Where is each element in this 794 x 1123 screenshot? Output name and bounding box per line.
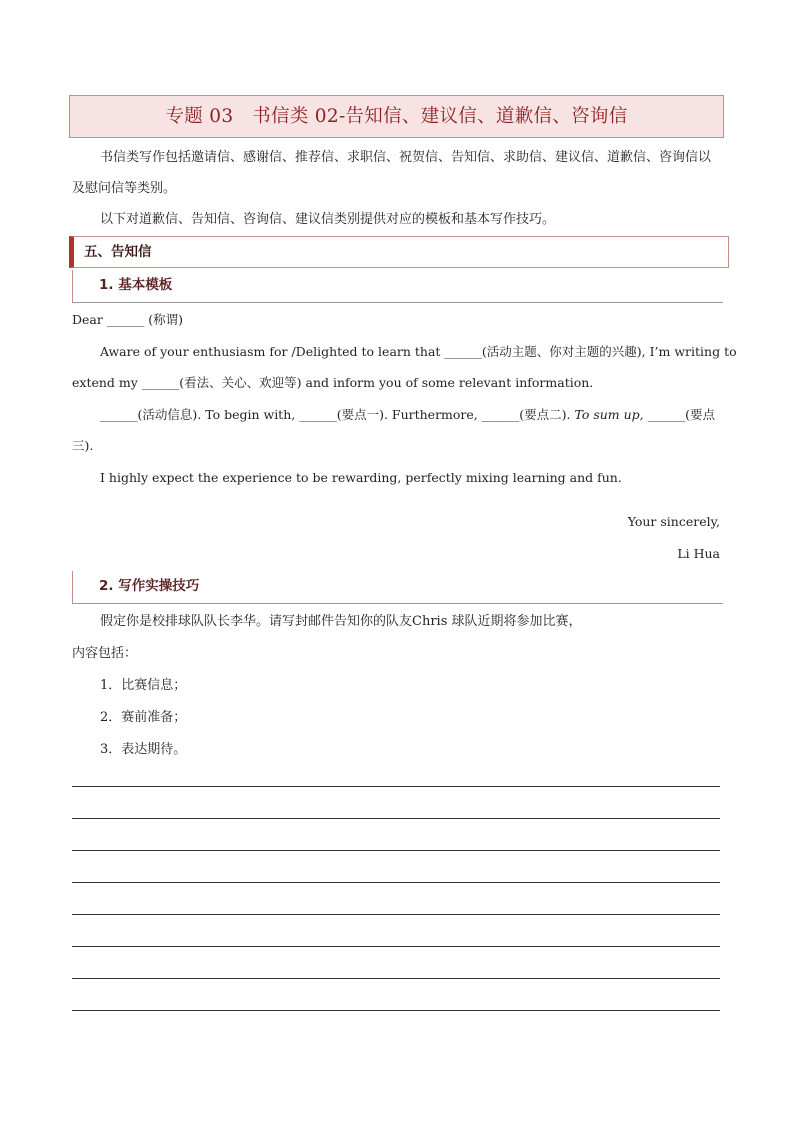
section-heading: 五、告知信	[69, 236, 729, 268]
intro-paragraph-1: 书信类写作包括邀请信、感谢信、推荐信、求职信、祝贺信、告知信、求助信、建议信、道歉信、咨询信以及慰问信等类别。	[72, 150, 712, 196]
template-line-4: 三).	[72, 438, 94, 453]
task-point-2: 2．赛前准备；	[100, 710, 187, 725]
template-line-5: I highly expect the experience to be rewarding, perfectly mixing learning and fun.	[100, 470, 622, 485]
template-line-3-text: ______(活动信息). To begin with, ______(要点一). Furthermore, ______(要点二).	[100, 407, 575, 422]
task-point-3: 3．表达期待。	[100, 742, 187, 757]
answer-line[interactable]	[72, 946, 720, 947]
template-closing: Your sincerely,	[627, 514, 720, 529]
task-point-1: 1．比赛信息；	[100, 678, 187, 693]
subsection-heading-template: 1. 基本模板	[72, 270, 723, 303]
template-line-1: Aware of your enthusiasm for /Delighted to learn that ______(活动主题、你对主题的兴趣), I’m writing to	[100, 344, 737, 359]
task-prompt: 假定你是校排球队队长李华。请写封邮件告知你的队友Chris 球队近期将参加比赛，	[100, 614, 582, 629]
answer-line[interactable]	[72, 818, 720, 819]
page-title: 专题 03 书信类 02-告知信、建议信、道歉信、咨询信	[69, 95, 724, 138]
template-line-3-italic: To sum up,	[574, 407, 644, 422]
answer-line[interactable]	[72, 978, 720, 979]
template-salutation: Dear ______ (称谓)	[72, 312, 184, 327]
intro-paragraph-2: 以下对道歉信、告知信、咨询信、建议信类别提供对应的模板和基本写作技巧。	[100, 212, 556, 227]
template-line-2: extend my ______(看法、关心、欢迎等) and inform you of some relevant information.	[72, 375, 594, 390]
template-signature: Li Hua	[677, 546, 720, 561]
template-line-3	[72, 405, 722, 425]
answer-line[interactable]	[72, 882, 720, 883]
answer-line[interactable]	[72, 1010, 720, 1011]
answer-line[interactable]	[72, 914, 720, 915]
answer-line[interactable]	[72, 850, 720, 851]
subsection-heading-practice: 2. 写作实操技巧	[72, 571, 723, 604]
task-content-label: 内容包括：	[72, 646, 138, 661]
template-line-3-end: ______(要点	[643, 407, 715, 422]
answer-line[interactable]	[72, 786, 720, 787]
